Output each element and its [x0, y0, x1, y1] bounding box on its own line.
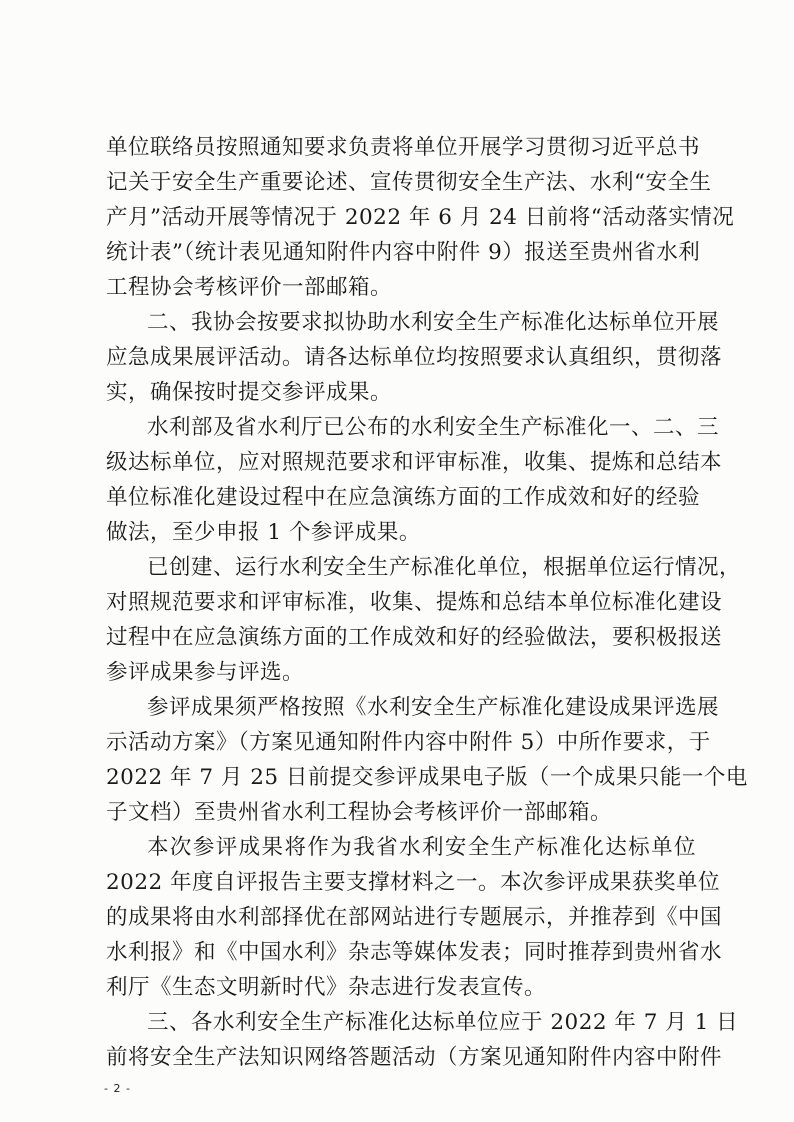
body-line: 工程协会考核评价一部邮箱。: [106, 275, 393, 300]
body-line: 统计表”（统计表见通知附件内容中附件 9）报送至贵州省水利: [106, 240, 701, 265]
body-line: 的成果将由水利部择优在部网站进行专题展示，并推荐到《中国: [106, 905, 723, 930]
body-line: 单位联络员按照通知要求负责将单位开展学习贯彻习近平总书: [106, 135, 701, 160]
body-line: 示活动方案》（方案见通知附件内容中附件 5）中所作要求，于: [106, 730, 711, 755]
paragraph-first-line: 三、各水利安全生产标准化达标单位应于 2022 年 7 月 1 日: [147, 1010, 739, 1035]
body-line: 级达标单位，应对照规范要求和评审标准，收集、提炼和总结本: [106, 450, 723, 475]
body-line: 过程中在应急演练方面的工作成效和好的经验做法，要积极报送: [106, 625, 723, 650]
body-line: 参评成果参与评选。: [106, 660, 305, 685]
body-line: 水利报》和《中国水利》杂志等媒体发表；同时推荐到贵州省水: [106, 940, 723, 965]
body-line: 记关于安全生产重要论述、宣传贯彻安全生产法、水利“安全生: [106, 170, 712, 195]
body-line: 应急成果展评活动。请各达标单位均按照要求认真组织，贯彻落: [106, 345, 723, 370]
paragraph-first-line: 二、我协会按要求拟协助水利安全生产标准化达标单位开展: [147, 310, 720, 335]
body-line: 实，确保按时提交参评成果。: [106, 380, 393, 405]
body-line: 做法，至少申报 1 个参评成果。: [106, 520, 421, 545]
body-line: 子文档）至贵州省水利工程协会考核评价一部邮箱。: [106, 800, 613, 825]
paragraph-first-line: 水利部及省水利厅已公布的水利安全生产标准化一、二、三: [147, 415, 720, 440]
body-line: 产月”活动开展等情况于 2022 年 6 月 24 日前将“活动落实情况: [106, 205, 735, 230]
body-line: 对照规范要求和评审标准，收集、提炼和总结本单位标准化建设: [106, 590, 723, 615]
body-line: 2022 年 7 月 25 日前提交参评成果电子版（一个成果只能一个电: [106, 765, 748, 790]
body-line: 单位标准化建设过程中在应急演练方面的工作成效和好的经验: [106, 485, 701, 510]
paragraph-first-line: 已创建、运行水利安全生产标准化单位，根据单位运行情况，: [147, 555, 742, 580]
page-number: - 2 -: [104, 1082, 131, 1095]
body-line: 利厅《生态文明新时代》杂志进行发表宣传。: [106, 975, 547, 1000]
body-line: 前将安全生产法知识网络答题活动（方案见通知附件内容中附件: [106, 1045, 723, 1070]
paragraph-first-line: 本次参评成果将作为我省水利安全生产标准化达标单位: [147, 835, 696, 860]
body-line: 2022 年度自评报告主要支撑材料之一。本次参评成果获奖单位: [106, 870, 721, 895]
paragraph-first-line: 参评成果须严格按照《水利安全生产标准化建设成果评选展: [147, 695, 720, 720]
